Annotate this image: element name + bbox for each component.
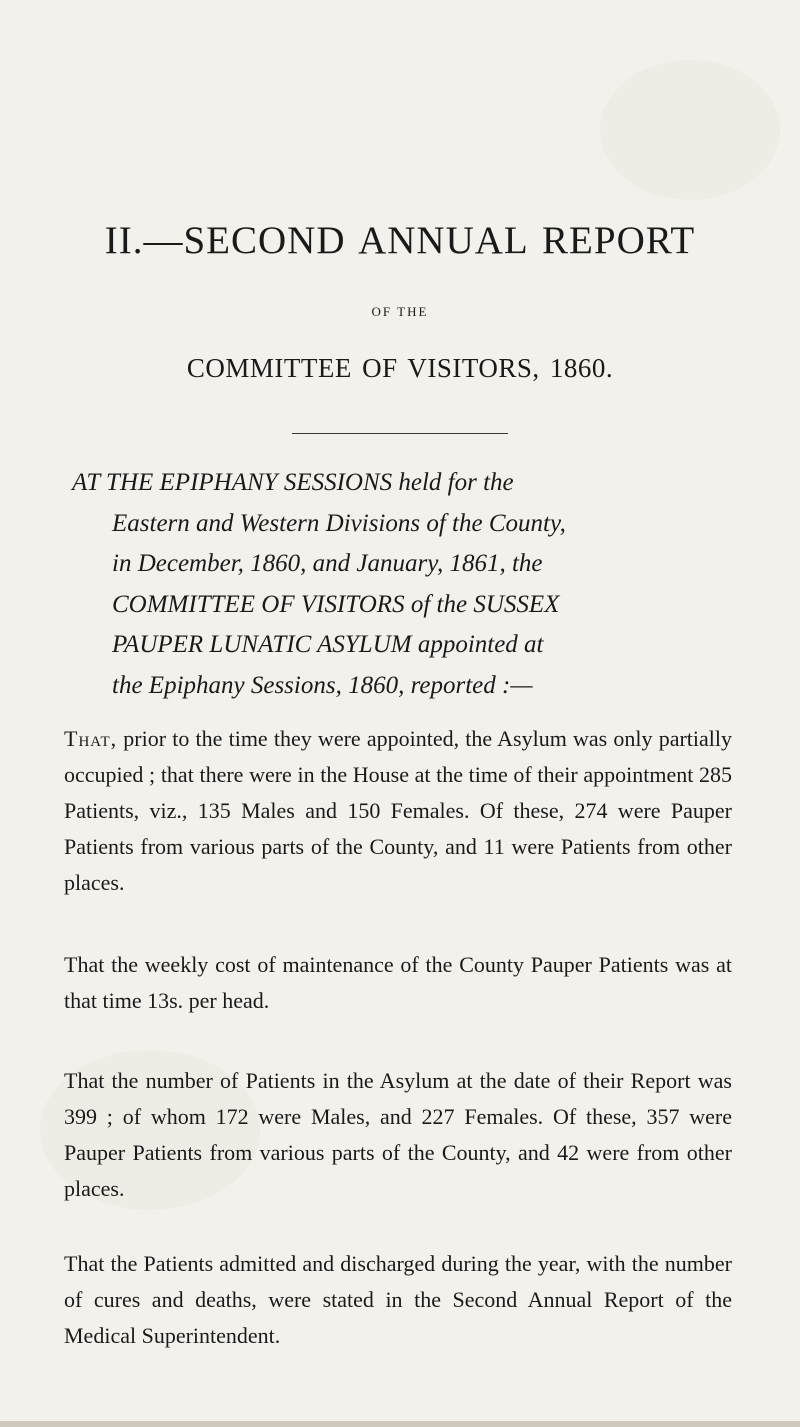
paragraph: That the Patients admitted and discharged during the year, with the number of cures and deaths, were stated in the Second Annual Report of the Medical Superintendent. xyxy=(64,1251,732,1348)
preamble xyxy=(72,463,722,707)
paragraph: That the weekly cost of maintenance of the County Pauper Patients was at that time 13s. per head. xyxy=(64,952,732,1013)
preamble-line: COMMITTEE OF VISITORS of the SUSSEX xyxy=(112,590,560,618)
paragraph-text: prior to the time they were appointed, the Asylum was only partially occupied ; that there were in the House at the time of their appointment 285 Patients, viz., 135 Males and 150 Females. Of these, 274 were Pauper Patients from various parts of the County, and 11 were Patients from other places. xyxy=(64,726,732,895)
report-title: II.—SECOND ANNUAL REPORT xyxy=(104,219,696,262)
preamble-line: PAUPER LUNATIC ASYLUM appointed at xyxy=(112,631,544,659)
preamble-line: AT THE EPIPHANY SESSIONS held for the xyxy=(72,469,514,496)
report-subtitle: COMMITTEE OF VISITORS, 1860. xyxy=(186,353,614,383)
preamble-line: the Epiphany Sessions, 1860, reported :— xyxy=(112,671,533,699)
report-of-the: OF THE xyxy=(371,304,429,319)
divider-rule xyxy=(292,433,508,434)
paragraph-lead: That, xyxy=(64,726,118,751)
paragraph xyxy=(64,721,732,901)
page-bottom-edge xyxy=(0,1421,800,1427)
preamble-line: in December, 1860, and January, 1861, the xyxy=(112,550,543,578)
paper-stain xyxy=(600,60,780,200)
preamble-line: Eastern and Western Divisions of the County, xyxy=(112,509,566,537)
paragraph: That the number of Patients in the Asylum at the date of their Report was 399 ; of whom 172 were Males, and 227 Females. Of these, 357 were Pauper Patients from various parts of the County, and 42 were from other places. xyxy=(64,1068,732,1201)
